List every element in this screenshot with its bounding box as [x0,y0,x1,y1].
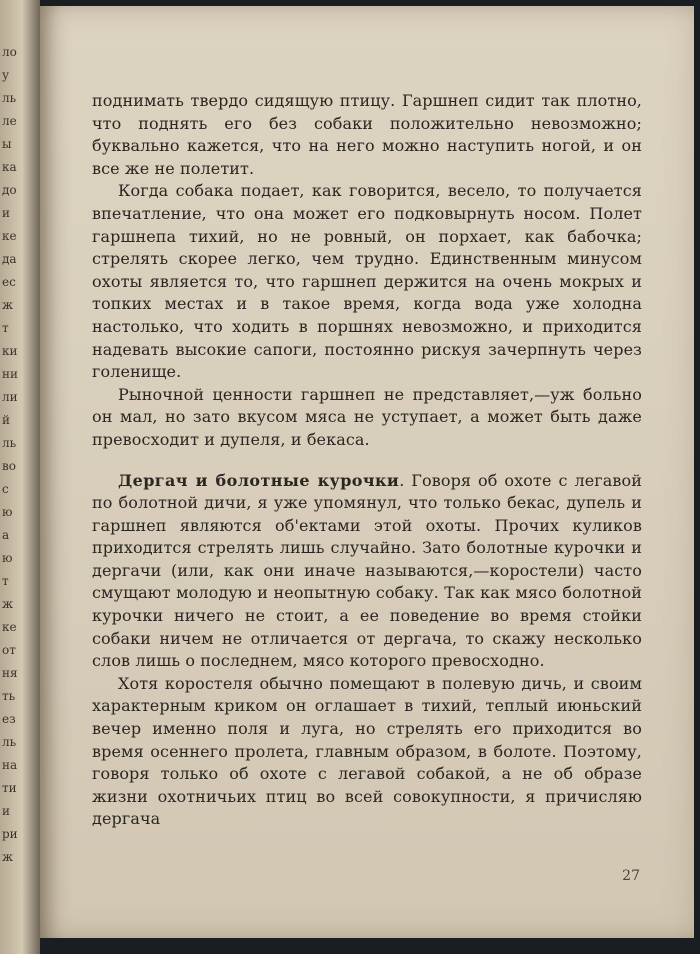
left-page-fragment: с [2,482,9,496]
left-page-fragment: ти [2,781,17,795]
left-page-fragment: ж [2,597,14,611]
left-page-fragment: ль [2,735,17,749]
left-page-fragment: ло [2,45,17,59]
left-page-fragment: й [2,413,10,427]
left-page-fragment: ес [2,275,16,289]
section-body: . Говоря об охоте с легавой по болотной дичи, я уже упомянул, что только бекас, дупель и гаршнеп являются об'ектами этой охоты. Прочих куликов приходится стрелять лишь случайно. Зато болотные курочки и дергачи (или, как они иначе называются,—коростели) часто смущают молодую и неопытную собаку. Так как мясо болотной курочки ничего не стоит, а ее поведение во время стойки собаки ничем не отличается от дергача, то скажу несколько слов лишь о последнем, мясо которого превосходно. [92,470,642,671]
paragraph: Хотя коростеля обычно помещают в полевую дичь, и своим характерным криком он оглашает в тихий, теплый июньский вечер именно поля и луга, но стрелять его приходится во время осеннего пролета, главным образом, в болоте. Поэтому, говоря только об охоте с легавой собакой, а не об образе жизни охотничьих птиц во всей совокупности, я причисляю дергача [92,673,642,829]
left-page-fragment: ю [2,505,13,519]
left-page-fragment: и [2,804,10,818]
left-page-fragment: а [2,528,10,542]
left-page-fragment: ри [2,827,18,841]
left-page-fragment: до [2,183,17,197]
left-page-fragment: ть [2,689,16,703]
paragraph: Рыночной ценности гаршнеп не представляет,—уж больно он мал, но зато вкусом мяса не уступает, а может быть даже превосходит и дупеля, и бекаса. [92,384,642,449]
left-page-fragment: у [2,68,10,82]
page-text [92,90,642,831]
section-paragraph [92,470,642,673]
left-page-fragment: ке [2,620,17,634]
left-page-fragment: ни [2,367,18,381]
left-page-fragment: от [2,643,16,657]
left-page-fragment: и [2,206,10,220]
section-heading: Дергач и болотные курочки [118,470,400,490]
book-page [40,6,694,938]
left-page-fragment: ж [2,298,14,312]
paragraph: поднимать твердо сидящую птицу. Гаршнеп сидит так плотно, что поднять его без собаки положительно невозможно; буквально кажется, что на него можно наступить ногой, и он все же не полетит. [92,91,642,178]
left-page-fragment: во [2,459,16,473]
left-page-fragment: ы [2,137,12,151]
left-page-fragment: ле [2,114,17,128]
left-page-fragment: т [2,321,9,335]
left-page-fragment: на [2,758,18,772]
left-page-fragment: ж [2,850,14,864]
left-page-fragment: ка [2,160,17,174]
left-page-fragment: да [2,252,17,266]
previous-page-edge [0,0,40,954]
left-page-fragment: ль [2,91,17,105]
left-page-fragment: ли [2,390,18,404]
left-page-fragment: т [2,574,9,588]
left-page-fragment: ль [2,436,17,450]
paragraph: Когда собака подает, как говорится, весело, то получается впечатление, что она может его подковырнуть носом. Полет гаршнепа тихий, но не ровный, он порхает, как бабочка; стрелять скорее легко, чем трудно. Единственным минусом охоты является то, что гаршнеп держится на очень мокрых и топких местах и в такое время, когда вода уже холодна настолько, что ходить в поршнях невозможно, и приходится надевать высокие сапоги, постоянно рискуя зачерпнуть через голенище. [92,181,642,382]
left-page-fragment: ез [2,712,16,726]
left-page-fragment: ю [2,551,13,565]
left-page-fragment: ке [2,229,17,243]
left-page-fragment: ня [2,666,18,680]
page-number: 27 [622,868,640,884]
left-page-fragment: ки [2,344,18,358]
